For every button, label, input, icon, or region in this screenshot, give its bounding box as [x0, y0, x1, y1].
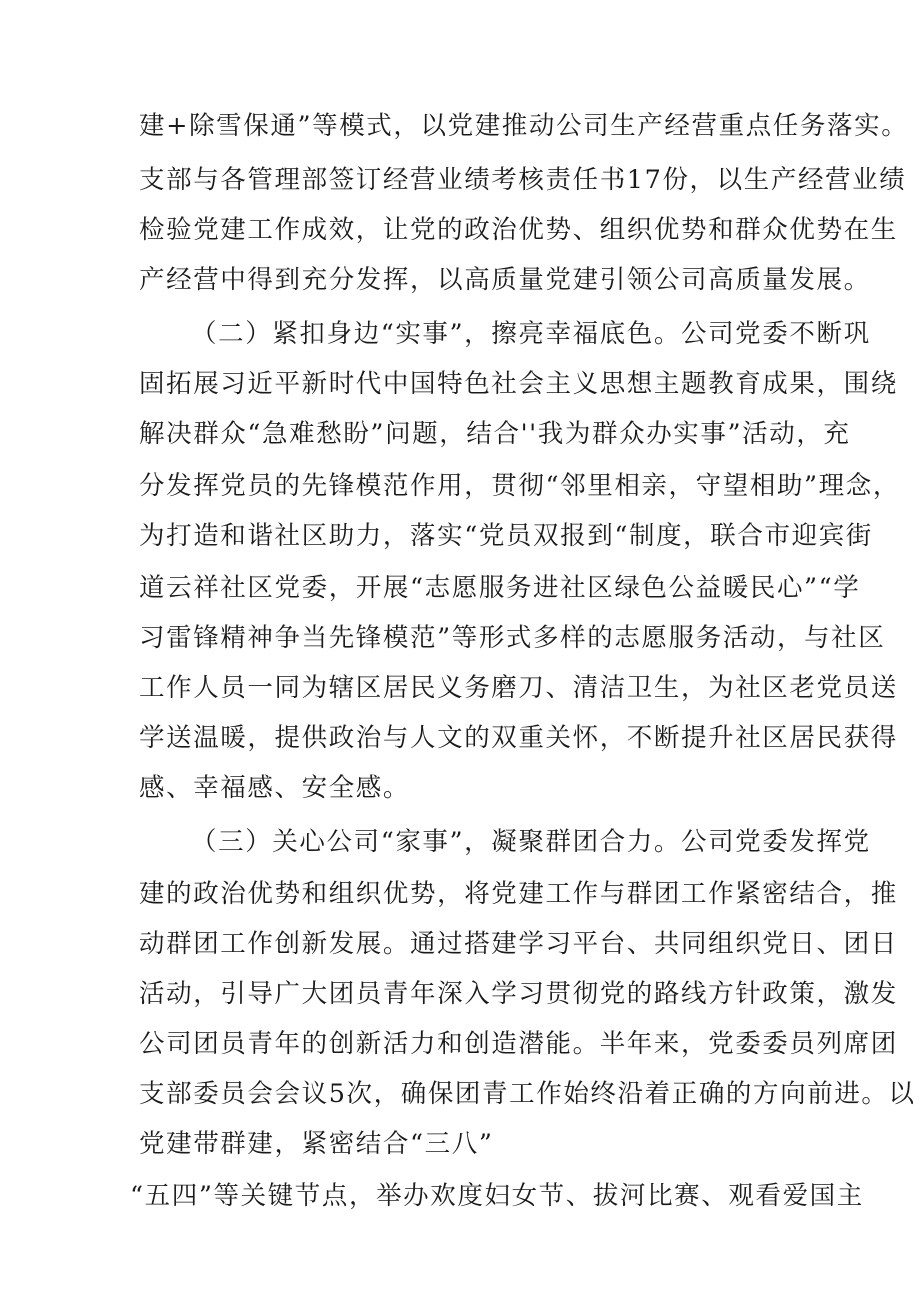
text-line: 分发挥党员的先锋模范作用，贯彻“邻里相亲，守望相助”理念， — [139, 471, 900, 501]
text-line: 活动，引导广大团员青年深入学习贯彻党的路线方针政策，激发 — [139, 979, 898, 1009]
text-line: “五四”等关键节点，举办欢度妇女节、拔河比赛、观看爱国主 — [130, 1181, 864, 1211]
text-line: 检验党建工作成效，让党的政治优势、组织优势和群众优势在生 — [139, 215, 898, 245]
text-line: 支部委员会会议5次，确保团青工作始终沿着正确的方向前进。以 — [139, 1079, 916, 1109]
text-line: 公司团员青年的创新活力和创造潜能。半年来，党委委员列席团 — [139, 1029, 898, 1059]
text-line: 支部与各管理部签订经营业绩考核责任书17份，以生产经营业绩 — [139, 165, 907, 195]
text-line: 建的政治优势和组织优势，将党建工作与群团工作紧密结合，推 — [139, 879, 898, 909]
text-line: 道云祥社区党委，开展“志愿服务进社区绿色公益暖民心”“学 — [139, 573, 861, 603]
text-line: 习雷锋精神争当先锋模范”等形式多样的志愿服务活动，与社区 — [139, 623, 886, 653]
text-line: 动群团工作创新发展。通过搭建学习平台、共同组织党日、团日 — [139, 929, 898, 959]
text-line: 产经营中得到充分发挥，以高质量党建引领公司高质量发展。 — [139, 265, 871, 295]
text-line: 为打造和谐社区助力，落实“党员双报到“制度，联合市迎宾街 — [139, 521, 873, 551]
text-line: 解决群众“急难愁盼”问题，结合''我为群众办实事”活动，充 — [139, 419, 851, 449]
text-line: 建+除雪保通”等模式，以党建推动公司生产经营重点任务落实。 — [139, 111, 909, 141]
text-line: 感、幸福感、安全感。 — [139, 773, 411, 803]
paragraph-heading-line: （三）关心公司“家事”，凝聚群团合力。公司党委发挥党 — [191, 827, 871, 857]
text-line: 固拓展习近平新时代中国特色社会主义思想主题教育成果，围绕 — [139, 369, 898, 399]
text-line: 党建带群建，紧密结合“三八” — [139, 1129, 494, 1159]
text-line: 学送温暖，提供政治与人文的双重关怀，不断提升社区居民获得 — [139, 723, 898, 753]
text-line: 工作人员一同为辖区居民义务磨刀、清洁卫生，为社区老党员送 — [139, 673, 898, 703]
paragraph-heading-line: （二）紧扣身边“实事”，擦亮幸福底色。公司党委不断巩 — [191, 319, 871, 349]
